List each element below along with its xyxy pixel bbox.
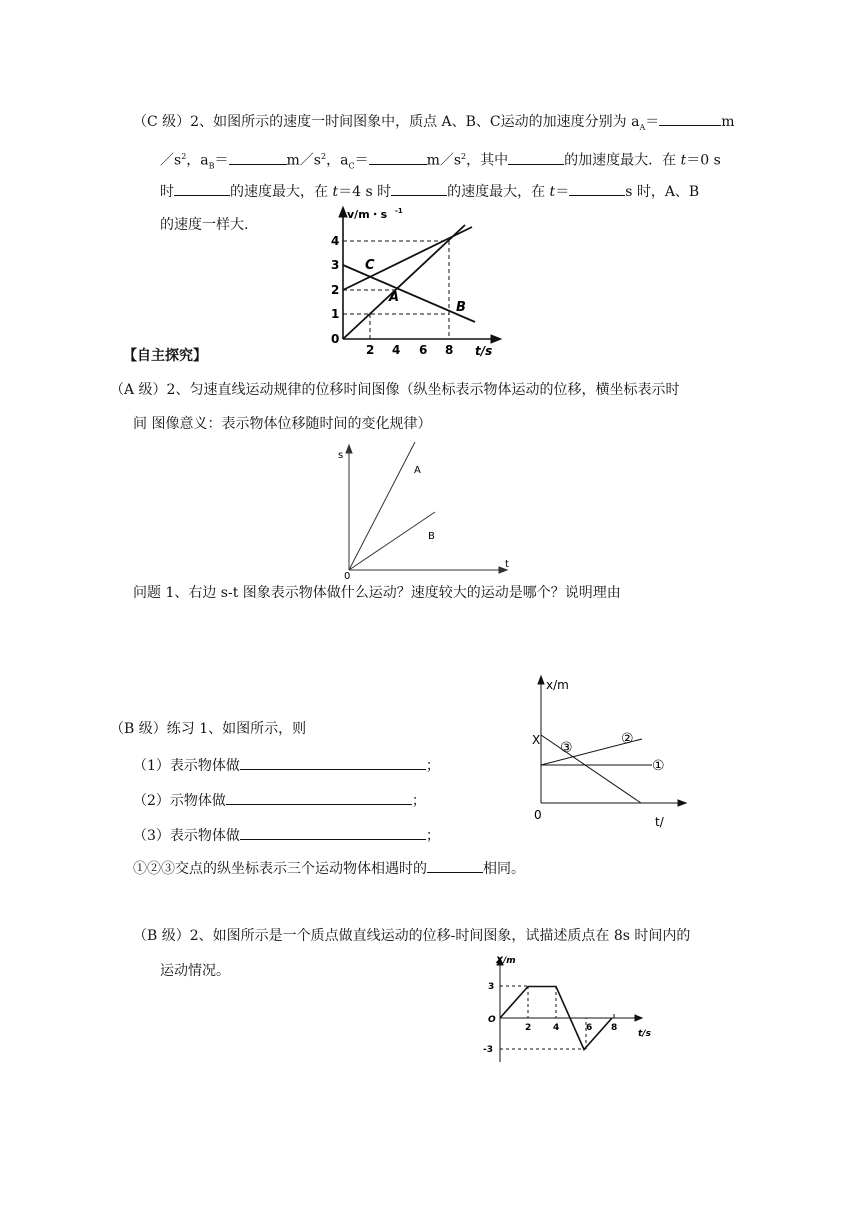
b2-line2: 运动情况。 (160, 963, 230, 979)
b1-item1: （1）表示物体做 ； (133, 755, 440, 776)
svg-text:3: 3 (331, 258, 340, 272)
b1-item2: （2）示物体做 ； (133, 790, 426, 811)
vt-ylabel: v/m・s (347, 208, 388, 221)
svg-text:-1: -1 (395, 207, 403, 215)
svg-text:4: 4 (331, 234, 340, 248)
svg-text:2: 2 (366, 343, 375, 357)
svg-text:2: 2 (525, 1023, 532, 1033)
svg-text:0: 0 (534, 808, 542, 822)
b1-cross: ①②③交点的纵坐标表示三个运动物体相遇时的 相同。 (133, 858, 525, 879)
svg-text:s: s (338, 450, 344, 461)
xt-label-3: ③ (560, 740, 573, 756)
c2-line4: 的速度一样大. (160, 217, 249, 233)
svg-text:t/s: t/s (638, 1029, 651, 1039)
st-label-A: A (414, 465, 421, 476)
a2-line1: （A 级）2、匀速直线运动规律的位移时间图像（纵坐标表示物体运动的位移，横坐标表示时 (110, 382, 680, 398)
vt-label-C: C (365, 258, 375, 273)
xt-xlabel: t/ (655, 815, 664, 829)
svg-text:8: 8 (611, 1023, 618, 1033)
xt-ylabel: x/m (546, 678, 569, 692)
svg-text:0: 0 (344, 571, 351, 582)
svg-text:X: X (532, 733, 541, 747)
svg-text:O: O (488, 1015, 496, 1025)
section-heading: 【自主探究】 (123, 348, 207, 364)
vt-label-B: B (456, 300, 466, 315)
vt-chart (325, 203, 510, 358)
svg-text:X/m: X/m (496, 956, 516, 966)
st-label-B: B (428, 531, 435, 542)
svg-text:4: 4 (553, 1023, 560, 1033)
disp-chart (478, 952, 658, 1070)
svg-text:8: 8 (445, 343, 454, 357)
vt-xlabel: t/s (475, 344, 493, 358)
c2-line3: 时 的速度最大，在 t＝4 s 时 的速度最大，在 t＝ s 时，A、B (160, 181, 699, 202)
svg-text:1: 1 (331, 307, 340, 321)
b2-line1: （B 级）2、如图所示是一个质点做直线运动的位移-时间图象，试描述质点在 8s 时间内的 (133, 928, 691, 944)
svg-text:6: 6 (419, 343, 428, 357)
b1-title: （B 级）练习 1、如图所示，则 (110, 721, 307, 737)
question-1: 问题 1、右边 s-t 图象表示物体做什么运动？速度较大的运动是哪个？说明理由 (133, 585, 621, 601)
svg-text:0: 0 (331, 332, 340, 346)
svg-text:6: 6 (586, 1023, 593, 1033)
svg-text:-3: -3 (483, 1045, 493, 1055)
svg-text:t: t (505, 559, 509, 570)
svg-text:2: 2 (331, 283, 340, 297)
xt-chart (522, 673, 702, 831)
a2-line2: 间 图像意义：表示物体位移随时间的变化规律） (133, 416, 432, 432)
b1-item3: （3）表示物体做 ； (133, 825, 440, 846)
svg-text:3: 3 (488, 982, 495, 992)
st-chart (335, 442, 520, 582)
xt-label-2: ② (621, 731, 634, 747)
svg-text:4: 4 (392, 343, 401, 357)
c2-line2: $/s^2$，$a_B=$ $m/s^2$，$a_C=$ $m/s^2$，其中 的加速度最大．在 t＝0 s (160, 147, 721, 176)
xt-label-1: ① (652, 758, 665, 774)
c2-line1: （C 级）2、如图所示的速度一时间图象中，质点 A、B、C运动的加速度分别为 $a_A= m$ (133, 111, 735, 138)
vt-label-A: A (389, 290, 400, 305)
